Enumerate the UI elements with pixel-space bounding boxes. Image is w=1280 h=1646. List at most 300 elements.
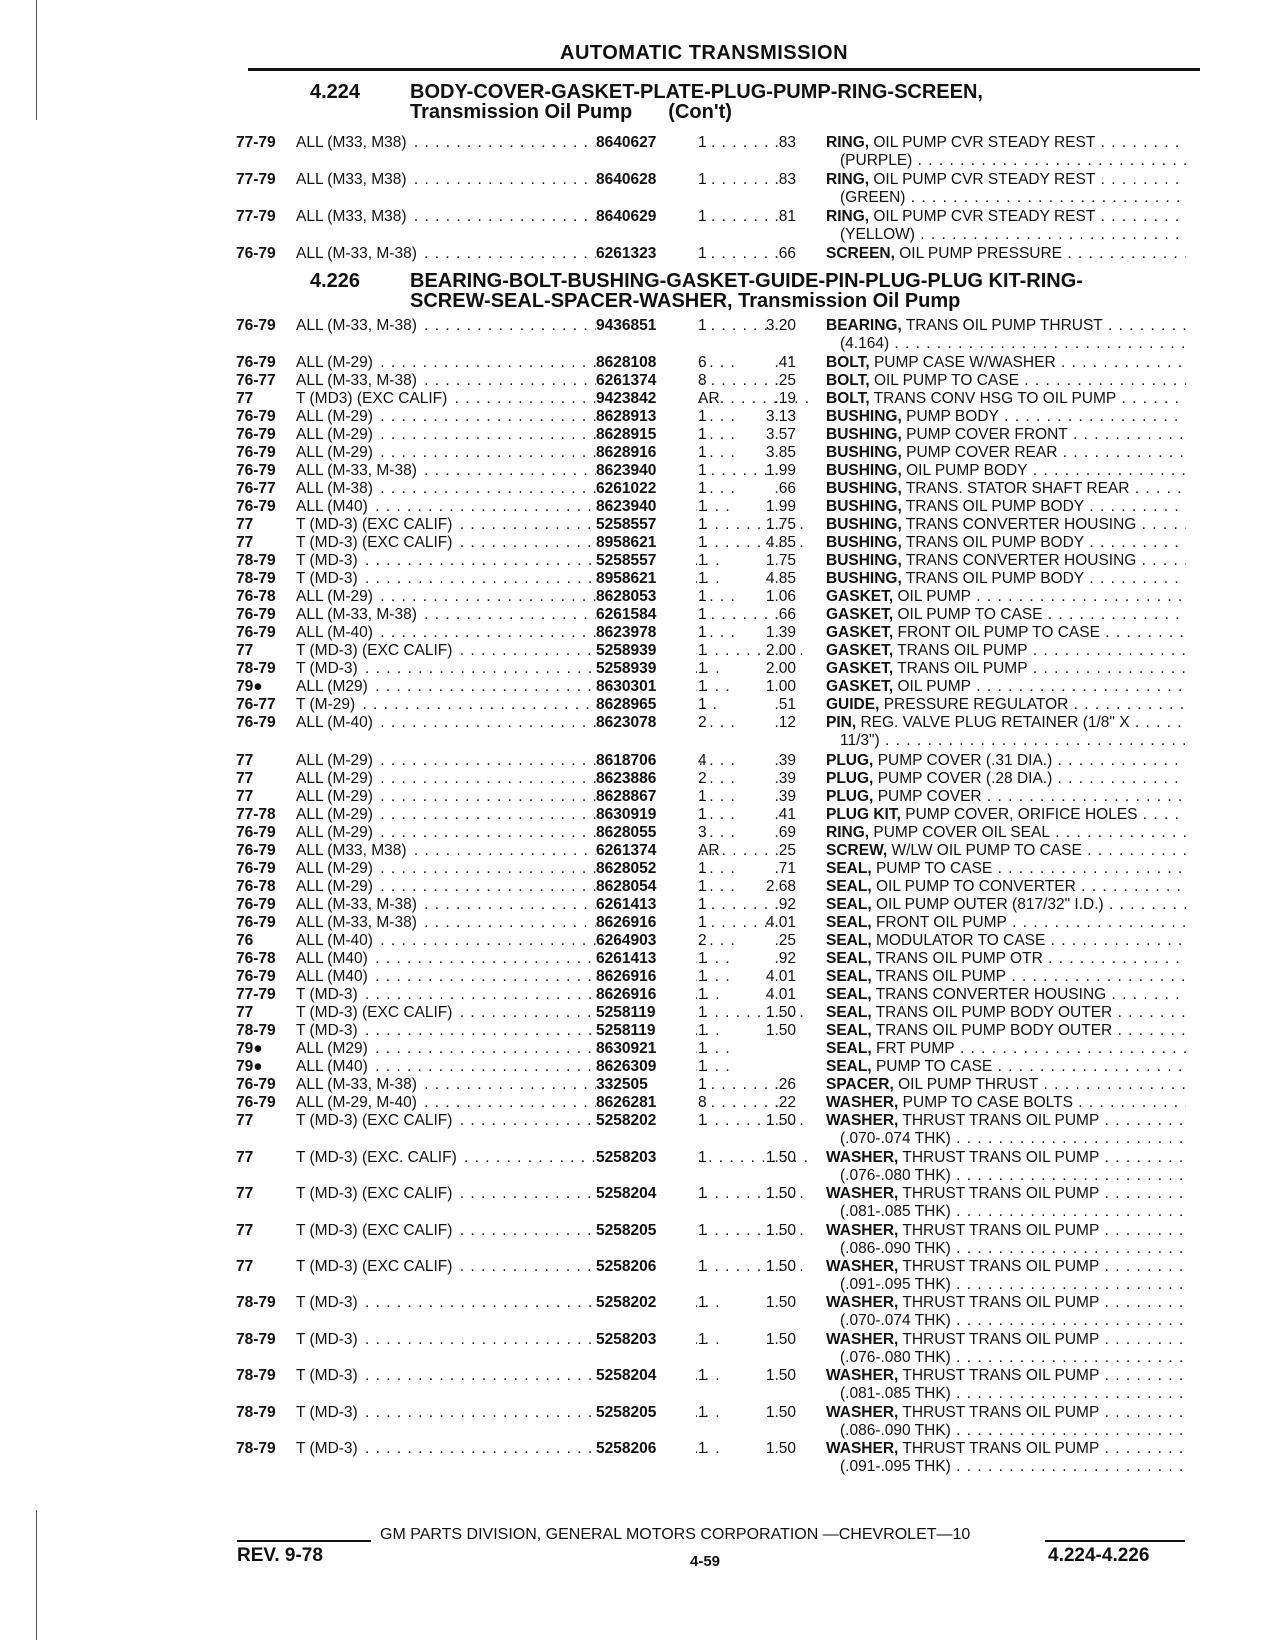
part-number: 8628052 <box>596 860 696 878</box>
quantity: AR <box>698 390 720 407</box>
description-text: THRUST TRANS OIL PUMP <box>902 1112 1100 1129</box>
application-text: ALL (M-29) <box>296 408 373 425</box>
model-year: 76-79 <box>236 606 276 623</box>
description-continuation: (GREEN) . . . <box>840 189 1186 207</box>
part-number: 6261413 <box>596 896 696 914</box>
description <box>826 1404 1186 1422</box>
description-text: OIL PUMP TO CONVERTER <box>875 878 1076 895</box>
description-line <box>826 1222 1186 1239</box>
model-year: 78-79 <box>236 552 276 569</box>
price: 3.20 <box>765 317 796 334</box>
description-line <box>826 426 1186 443</box>
part-name: GASKET, <box>826 624 894 641</box>
quantity: 8 <box>698 372 707 389</box>
model-year: 78-79 <box>236 1440 276 1457</box>
part-name: WASHER, <box>826 1404 899 1421</box>
description-continuation: (.086-.090 THK) . . . <box>840 1240 1186 1258</box>
model-year: 76 <box>236 932 254 949</box>
description <box>826 770 1186 788</box>
model-year: 76-77 <box>236 480 276 497</box>
description-line <box>826 714 1186 731</box>
part-number: 8958621 <box>596 534 696 552</box>
description <box>826 1094 1186 1112</box>
table-row <box>236 986 1200 1004</box>
part-name: PIN, <box>826 714 857 731</box>
model-year: 77 <box>236 1004 254 1021</box>
part-name: WASHER, <box>826 1258 899 1275</box>
part-name: BUSHING, <box>826 462 902 479</box>
application-text: T (MD-3) <box>296 570 358 587</box>
table-row <box>236 1185 1200 1220</box>
description-line <box>826 1367 1186 1384</box>
description-line <box>826 1076 1186 1093</box>
description-text: OIL PUMP BODY <box>906 462 1028 479</box>
quantity: AR <box>698 842 720 859</box>
quantity: 1 <box>698 642 707 659</box>
part-number: 8628916 <box>596 444 696 462</box>
part-number: 5258206 <box>596 1258 696 1276</box>
description-text: TRANS OIL PUMP <box>897 642 1028 659</box>
part-number: 8626916 <box>596 968 696 986</box>
description-line <box>826 390 1186 407</box>
description-line <box>826 534 1186 551</box>
table-row <box>236 354 1200 372</box>
table-row <box>236 860 1200 878</box>
table-row <box>236 480 1200 498</box>
part-number: 5258204 <box>596 1367 696 1385</box>
description-line <box>826 1094 1186 1111</box>
quantity: 8 <box>698 1094 707 1111</box>
application-text: ALL (M29) <box>296 678 368 695</box>
part-number: 5258119 <box>596 1022 696 1040</box>
description-line <box>826 516 1186 533</box>
description-line <box>826 932 1186 949</box>
part-name: SEAL, <box>826 860 872 877</box>
description <box>826 516 1186 534</box>
model-year: 77 <box>236 642 254 659</box>
price: .83 <box>774 134 796 151</box>
description-line <box>826 171 1186 188</box>
description-text: OIL PUMP OUTER (817/32" I.D.) <box>875 896 1104 913</box>
part-number: 5258202 <box>596 1112 696 1130</box>
quantity: 1 <box>698 1185 707 1202</box>
table-row <box>236 932 1200 950</box>
part-number: 8626281 <box>596 1094 696 1112</box>
description-continuation: (.070-.074 THK) . . . <box>840 1130 1186 1148</box>
price: 1.50 <box>765 1258 796 1275</box>
model-year: 76-78 <box>236 950 276 967</box>
price: 3.57 <box>765 426 796 443</box>
table-row <box>236 606 1200 624</box>
description <box>826 317 1186 335</box>
quantity: 2 <box>698 932 707 949</box>
description-line <box>826 1258 1186 1275</box>
part-number: 8640627 <box>596 134 696 152</box>
price: .81 <box>774 208 796 225</box>
description-line <box>826 462 1186 479</box>
application-text: ALL (M-40) <box>296 624 373 641</box>
description <box>826 552 1186 570</box>
part-name: BUSHING, <box>826 498 902 515</box>
application-text: ALL (M-29) <box>296 770 373 787</box>
description <box>826 860 1186 878</box>
quantity: 1 <box>698 1404 707 1421</box>
header-rule <box>248 68 1200 71</box>
table-row <box>236 208 1200 243</box>
description <box>826 354 1186 372</box>
section-title: BODY-COVER-GASKET-PLATE-PLUG-PUMP-RING-SCREEN, <box>410 81 983 103</box>
quantity: 1 <box>698 1258 707 1275</box>
part-number: 6261374 <box>596 372 696 390</box>
application-text: ALL (M40) <box>296 498 368 515</box>
description-line <box>826 950 1186 967</box>
description-continuation: (YELLOW) . . . <box>840 226 1186 244</box>
application-text: T (MD-3) (EXC CALIF) <box>296 1222 453 1239</box>
description <box>826 624 1186 642</box>
description <box>826 390 1186 408</box>
part-name: WASHER, <box>826 1222 899 1239</box>
application-text: T (MD3) (EXC CALIF) <box>296 390 448 407</box>
application-text: T (MD-3) (EXC CALIF) <box>296 1004 453 1021</box>
part-number: 5258557 <box>596 552 696 570</box>
part-name: WASHER, <box>826 1094 899 1111</box>
application-text: ALL (M-29) <box>296 444 373 461</box>
part-name: WASHER, <box>826 1331 899 1348</box>
description-text: TRANS CONVERTER HOUSING <box>875 986 1107 1003</box>
price: .39 <box>774 752 796 769</box>
part-name: SCREW, <box>826 842 888 859</box>
description-line <box>826 1404 1186 1421</box>
description <box>826 824 1186 842</box>
description-text: MODULATOR TO CASE <box>875 932 1046 949</box>
description-continuation: (.076-.080 THK) . . . <box>840 1349 1186 1367</box>
model-year: 76-79 <box>236 354 276 371</box>
part-number: 6261323 <box>596 245 696 263</box>
part-name: SPACER, <box>826 1076 894 1093</box>
description-line <box>826 642 1186 659</box>
quantity: 1 <box>698 1040 707 1057</box>
part-number: 8626916 <box>596 986 696 1004</box>
model-year: 77 <box>236 1185 254 1202</box>
footer-rule <box>1045 1540 1185 1542</box>
model-year: 76-79 <box>236 408 276 425</box>
part-number: 6261584 <box>596 606 696 624</box>
description-text: OIL PUMP CVR STEADY REST <box>873 171 1096 188</box>
price: .92 <box>774 950 796 967</box>
application-text: ALL (M-38) <box>296 480 373 497</box>
application-text: T (MD-3) <box>296 1404 358 1421</box>
model-year: 77-79 <box>236 171 276 188</box>
part-name: WASHER, <box>826 1367 899 1384</box>
price: 3.13 <box>765 408 796 425</box>
description-text: PUMP BODY <box>906 408 999 425</box>
table-row <box>236 1040 1200 1058</box>
part-name: PLUG KIT, <box>826 806 901 823</box>
table-row <box>236 878 1200 896</box>
model-year: 78-79 <box>236 660 276 677</box>
quantity: 1 <box>698 660 707 677</box>
description <box>826 896 1186 914</box>
application-text: ALL (M-29) <box>296 588 373 605</box>
model-year: 76-79 <box>236 462 276 479</box>
table-row <box>236 914 1200 932</box>
price: 4.01 <box>765 968 796 985</box>
part-number: 8640628 <box>596 171 696 189</box>
table-row <box>236 696 1200 714</box>
description-text: TRANS CONVERTER HOUSING <box>905 516 1137 533</box>
description <box>826 678 1186 696</box>
quantity: 1 <box>698 968 707 985</box>
part-number: 5258202 <box>596 1294 696 1312</box>
part-number: 5258939 <box>596 642 696 660</box>
part-number: 8623940 <box>596 462 696 480</box>
table-row <box>236 624 1200 642</box>
application-text: T (M-29) <box>296 696 356 713</box>
price: .25 <box>774 842 796 859</box>
model-year: 77 <box>236 1258 254 1275</box>
table-row <box>236 534 1200 552</box>
application-text: ALL (M-33, M-38) <box>296 914 417 931</box>
application-text: T (MD-3) (EXC CALIF) <box>296 516 453 533</box>
quantity: 1 <box>698 1058 707 1075</box>
model-year: 77 <box>236 752 254 769</box>
table-row <box>236 462 1200 480</box>
table-row <box>236 1440 1200 1475</box>
table-row <box>236 752 1200 770</box>
description-line <box>826 372 1186 389</box>
quantity: 1 <box>698 896 707 913</box>
price: 1.50 <box>765 1440 796 1457</box>
table-row <box>236 1367 1200 1402</box>
part-name: GASKET, <box>826 588 894 605</box>
application-text: T (MD-3) (EXC CALIF) <box>296 642 453 659</box>
table-row <box>236 788 1200 806</box>
price: 4.01 <box>765 986 796 1003</box>
table-row <box>236 426 1200 444</box>
description-continuation: (.076-.080 THK) . . . <box>840 1167 1186 1185</box>
description <box>826 714 1186 732</box>
part-name: RING, <box>826 171 870 188</box>
description <box>826 606 1186 624</box>
part-number: 8623078 <box>596 714 696 732</box>
description-line <box>826 134 1186 151</box>
description-text: OIL PUMP CVR STEADY REST <box>873 134 1096 151</box>
part-name: RING, <box>826 824 870 841</box>
quantity: 1 <box>698 426 707 443</box>
description-text: OIL PUMP TO CASE <box>873 372 1019 389</box>
quantity: 1 <box>698 570 707 587</box>
description-text: TRANS OIL PUMP BODY OUTER <box>875 1004 1113 1021</box>
description <box>826 1258 1186 1276</box>
description-line <box>826 752 1186 769</box>
description-line <box>826 444 1186 461</box>
description <box>826 660 1186 678</box>
model-year: 77 <box>236 770 254 787</box>
model-year: 78-79 <box>236 1294 276 1311</box>
part-name: GASKET, <box>826 642 894 659</box>
part-number: 9436851 <box>596 317 696 335</box>
description-line <box>826 624 1186 641</box>
quantity: 1 <box>698 986 707 1003</box>
application-text: T (MD-3) (EXC CALIF) <box>296 1185 453 1202</box>
description-continuation: (.086-.090 THK) . . . <box>840 1422 1186 1440</box>
application-text: T (MD-3) (EXC. CALIF) <box>296 1149 457 1166</box>
application-text: T (MD-3) <box>296 1367 358 1384</box>
model-year: 76-79 <box>236 860 276 877</box>
description-text: FRONT OIL PUMP <box>875 914 1007 931</box>
price: 1.99 <box>765 498 796 515</box>
description-line <box>826 878 1186 895</box>
price: .66 <box>774 245 796 262</box>
description-line <box>826 498 1186 515</box>
application-text: ALL (M-33, M-38) <box>296 245 417 262</box>
table-row <box>236 1149 1200 1184</box>
part-number: 8623978 <box>596 624 696 642</box>
description-text: W/LW OIL PUMP TO CASE <box>891 842 1082 859</box>
quantity: 1 <box>698 950 707 967</box>
table-row <box>236 678 1200 696</box>
quantity: 2 <box>698 714 707 731</box>
description-text: OIL PUMP <box>897 588 971 605</box>
part-name: BUSHING, <box>826 534 902 551</box>
description-text: PUMP COVER (.28 DIA.) <box>877 770 1053 787</box>
part-name: BUSHING, <box>826 444 902 461</box>
part-name: SEAL, <box>826 986 872 1003</box>
table-row <box>236 842 1200 860</box>
description-text: TRANS OIL PUMP BODY <box>905 570 1085 587</box>
price: .41 <box>774 806 796 823</box>
quantity: 3 <box>698 824 707 841</box>
description-line <box>826 770 1186 787</box>
model-year: 77-78 <box>236 806 276 823</box>
section-subtitle <box>410 103 732 122</box>
table-row <box>236 245 1200 263</box>
quantity: 1 <box>698 1076 707 1093</box>
application-text: ALL (M-29) <box>296 860 373 877</box>
application-text: ALL (M33, M38) <box>296 134 407 151</box>
price: .25 <box>774 372 796 389</box>
price: .71 <box>774 860 796 877</box>
description-line <box>826 1022 1186 1039</box>
price: .39 <box>774 788 796 805</box>
description <box>826 842 1186 860</box>
quantity: 1 <box>698 1294 707 1311</box>
part-number: 8626916 <box>596 914 696 932</box>
table-row <box>236 1076 1200 1094</box>
table-row <box>236 1112 1200 1147</box>
part-name: SEAL, <box>826 1022 872 1039</box>
description <box>826 696 1186 714</box>
model-year: 76-79 <box>236 968 276 985</box>
quantity: 2 <box>698 770 707 787</box>
table-row <box>236 1294 1200 1329</box>
description-line <box>826 408 1186 425</box>
application-text: T (MD-3) <box>296 1294 358 1311</box>
table-row <box>236 516 1200 534</box>
model-year: 76-79 <box>236 1094 276 1111</box>
model-year: 77 <box>236 534 254 551</box>
description <box>826 1149 1186 1167</box>
part-number: 5258119 <box>596 1004 696 1022</box>
quantity: 1 <box>698 1222 707 1239</box>
table-row <box>236 408 1200 426</box>
part-name: BUSHING, <box>826 480 902 497</box>
description-line <box>826 806 1186 823</box>
application-text: ALL (M33, M38) <box>296 208 407 225</box>
description-line <box>826 696 1186 713</box>
description-text: TRANS OIL PUMP <box>875 968 1007 985</box>
price: .92 <box>774 896 796 913</box>
description-text: PUMP TO CASE <box>875 1058 993 1075</box>
table-row <box>236 1331 1200 1366</box>
part-number: 8618706 <box>596 752 696 770</box>
table-row <box>236 642 1200 660</box>
description-continuation: (4.164) . . . <box>840 335 1186 353</box>
description <box>826 1294 1186 1312</box>
model-year: 78-79 <box>236 1022 276 1039</box>
quantity: 1 <box>698 624 707 641</box>
description-text: PUMP COVER FRONT <box>906 426 1068 443</box>
price: 4.85 <box>765 570 796 587</box>
model-year: 76-77 <box>236 696 276 713</box>
part-number: 8958621 <box>596 570 696 588</box>
price: .83 <box>774 171 796 188</box>
part-number: 8630919 <box>596 806 696 824</box>
description-line <box>826 1331 1186 1348</box>
description <box>826 986 1186 1004</box>
part-number: 6261374 <box>596 842 696 860</box>
part-number: 5258206 <box>596 1440 696 1458</box>
description <box>826 806 1186 824</box>
description <box>826 1022 1186 1040</box>
application-text: ALL (M-33, M-38) <box>296 1076 417 1093</box>
model-year: 79● <box>236 1040 263 1057</box>
description-text: FRONT OIL PUMP TO CASE <box>897 624 1100 641</box>
section-number: 4.224 <box>310 81 361 103</box>
quantity: 1 <box>698 444 707 461</box>
price: .25 <box>774 932 796 949</box>
table-row <box>236 1094 1200 1112</box>
description-line <box>826 552 1186 569</box>
footer-rule <box>237 1540 371 1542</box>
description-line <box>826 570 1186 587</box>
price: 2.00 <box>765 642 796 659</box>
part-number: 8623940 <box>596 498 696 516</box>
description-text: PUMP COVER REAR <box>906 444 1058 461</box>
part-name: SEAL, <box>826 896 872 913</box>
model-year: 76-79 <box>236 914 276 931</box>
quantity: 1 <box>698 1331 707 1348</box>
price: .41 <box>774 354 796 371</box>
model-year: 76-79 <box>236 824 276 841</box>
revision-label: REV. 9-78 <box>237 1545 323 1566</box>
description-text: TRANS OIL PUMP BODY <box>905 534 1085 551</box>
price: .22 <box>774 1094 796 1111</box>
price: 1.50 <box>765 1331 796 1348</box>
part-name: SEAL, <box>826 1040 872 1057</box>
model-year: 77 <box>236 1112 254 1129</box>
part-number: 8628108 <box>596 354 696 372</box>
description <box>826 444 1186 462</box>
quantity: 1 <box>698 134 707 151</box>
part-name: SEAL, <box>826 1058 872 1075</box>
part-number: 5258205 <box>596 1404 696 1422</box>
page-number: 4-59 <box>690 1553 721 1570</box>
part-number: 6264903 <box>596 932 696 950</box>
description-text: PUMP COVER OIL SEAL <box>873 824 1050 841</box>
description-continuation: (PURPLE) . . . <box>840 152 1186 170</box>
description <box>826 1185 1186 1203</box>
